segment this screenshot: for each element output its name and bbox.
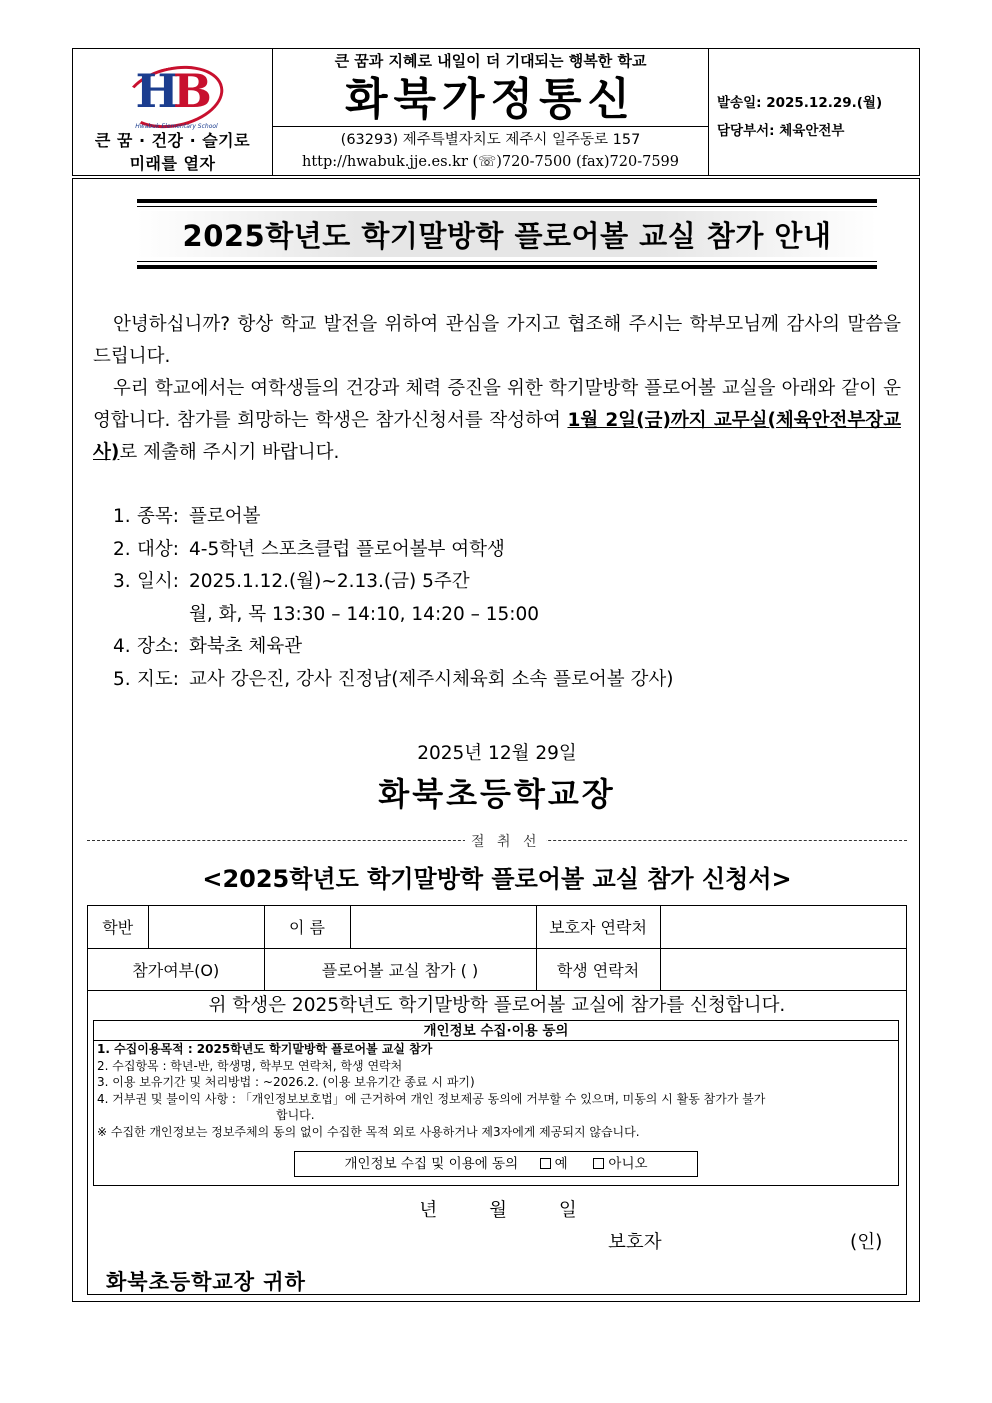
announcement-text: 우리 학교에서는 여학생들의 건강과 체력 증진을 위한 학기말방학 플로어볼 교실을 아래와 같이 운영합니다. 참가를 희망하는 학생은 참가신청서를 작성하여 <box>93 378 901 431</box>
announcement-paragraph <box>93 373 901 469</box>
consent-yes-label: 예 <box>554 1156 568 1172</box>
school-slogan: 큰 꿈과 지혜로 내일이 더 기대되는 행복한 학교 <box>334 52 647 70</box>
motto-line-1: 큰 꿈 · 건강 · 슬기로 <box>94 131 251 150</box>
school-logo-panel <box>73 49 273 175</box>
consent-row <box>294 1151 698 1177</box>
participation-label: 참가여부(O) <box>88 948 264 990</box>
consent-label: 개인정보 수집 및 이용에 동의 <box>344 1156 519 1172</box>
issue-info <box>709 49 919 175</box>
motto-line-2: 미래를 열자 <box>129 154 216 173</box>
school-address: (63293) 제주특별자치도 제주시 일주동로 157 <box>340 132 641 148</box>
notice-title-band <box>137 199 877 269</box>
detail-item: 4. 장소: 화북초 체육관 <box>113 636 303 657</box>
notice-paragraphs <box>93 309 901 469</box>
newsletter-title: 화북가정통신 <box>273 73 708 127</box>
issue-date: 발송일: 2025.12.29.(월) <box>717 95 883 111</box>
school-logo <box>118 59 228 130</box>
masthead <box>273 49 709 175</box>
logo-caption: Hwabuk Elementary School <box>135 123 218 130</box>
privacy-items: 2. 수집항목 : 학년-반, 학생명, 학부모 연락처, 학생 연락처 <box>97 1058 403 1073</box>
detail-item: 1. 종목: 플로어볼 <box>113 506 261 527</box>
application-statement: 위 학생은 2025학년도 학기말방학 플로어볼 교실에 참가를 신청합니다. <box>208 994 786 1016</box>
consent-yes-checkbox[interactable] <box>540 1158 551 1169</box>
guardian-phone-field[interactable] <box>660 906 906 948</box>
applicant-info-table <box>88 906 906 991</box>
table-row <box>88 948 906 990</box>
guardian-label: 보호자 <box>608 1232 662 1253</box>
school-motto <box>95 129 250 175</box>
class-field[interactable] <box>148 906 264 948</box>
detail-item: 5. 지도: 교사 강은진, 강사 진정남(제주시체육회 소속 플로어볼 강사) <box>113 668 674 690</box>
privacy-purpose: 1. 수집이용목적 : 2025학년도 학기말방학 플로어볼 교실 참가 <box>97 1042 433 1056</box>
detail-item-schedule: 월, 화, 목 13:30 – 14:10, 14:20 – 15:00 <box>189 603 540 625</box>
submission-deadline: 1월 2일(금)까지 교무실(체육안전부장교사) <box>93 410 901 463</box>
participation-field[interactable]: 플로어볼 교실 참가 ( ) <box>264 948 536 990</box>
student-phone-label: 학생 연락처 <box>536 948 660 990</box>
school-contact: http://hwabuk.jje.es.kr (☏)720-7500 (fax)720-7599 <box>302 154 679 170</box>
department: 담당부서: 체육안전부 <box>717 123 845 139</box>
newsletter-header <box>72 48 920 176</box>
student-phone-field[interactable] <box>660 948 906 990</box>
privacy-retention: 3. 이용 보유기간 및 처리방법 : ~2026.2. (이용 보유기간 종료 시 파기) <box>97 1075 475 1089</box>
logo-letters: HB <box>135 64 206 118</box>
cut-line-label: 절 취 선 <box>465 831 546 851</box>
table-row <box>88 906 906 948</box>
notice-body <box>72 178 920 1302</box>
privacy-refusal: 4. 거부권 및 불이익 사항 : 「개인정보보호법」에 근거하여 개인 정보제공 동의에 거부할 수 있으며, 미동의 시 활동 참가가 불가 <box>97 1091 766 1106</box>
application-form-title: <2025학년도 학기말방학 플로어볼 교실 참가 신청서> <box>202 865 792 893</box>
application-form <box>87 905 907 1295</box>
cut-line <box>87 831 907 851</box>
notice-title: 2025학년도 학기말방학 플로어볼 교실 참가 안내 <box>137 211 877 257</box>
name-field[interactable] <box>350 906 536 948</box>
detail-item: 3. 일시: 2025.1.12.(월)~2.13.(금) 5주간 <box>113 571 470 592</box>
greeting-paragraph: 안녕하십니까? 항상 학교 발전을 위하여 관심을 가지고 협조해 주시는 학부모님께 감사의 말씀을 드립니다. <box>93 314 901 367</box>
consent-no-label: 아니오 <box>608 1156 648 1172</box>
privacy-note: ※ 수집한 개인정보는 정보주체의 동의 없이 수집한 목적 외로 사용하거나 제3자에게 제공되지 않습니다. <box>97 1124 640 1139</box>
seal-mark: (인) <box>850 1232 883 1253</box>
guardian-phone-label: 보호자 연락처 <box>536 906 660 948</box>
privacy-heading: 개인정보 수집·이용 동의 <box>94 1021 898 1041</box>
name-label: 이 름 <box>264 906 350 948</box>
detail-item: 2. 대상: 4-5학년 스포츠클럽 플로어볼부 여학생 <box>113 538 505 560</box>
announcement-text-end: 로 제출해 주시기 바랍니다. <box>119 442 340 463</box>
consent-no-checkbox[interactable] <box>593 1158 604 1169</box>
notice-date: 2025년 12월 29일 <box>417 743 577 764</box>
form-date-line[interactable]: 년 월 일 <box>419 1200 577 1221</box>
class-label: 학반 <box>88 906 148 948</box>
privacy-consent-box <box>93 1020 899 1186</box>
privacy-refusal-cont: 합니다. <box>276 1108 315 1122</box>
form-addressee: 화북초등학교장 귀하 <box>106 1270 306 1294</box>
program-details <box>113 501 674 696</box>
principal-signature: 화북초등학교장 <box>378 775 616 813</box>
